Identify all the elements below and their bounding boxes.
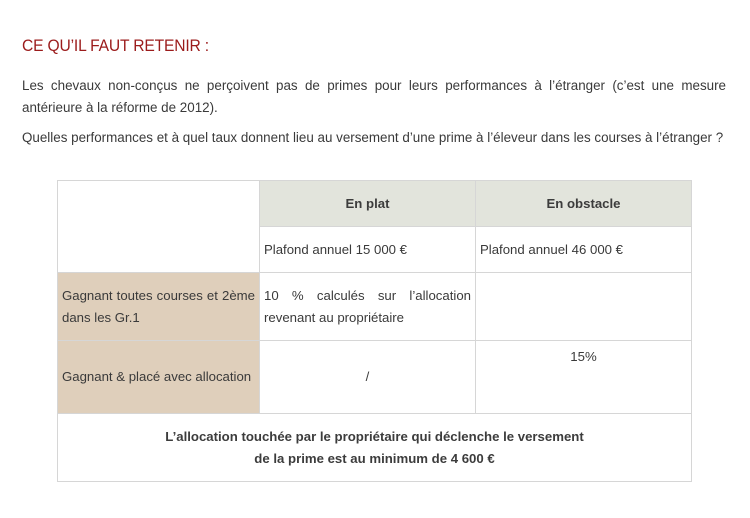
section-heading: CE QU’IL FAUT RETENIR : xyxy=(22,36,209,55)
ceiling-plat-cell: Plafond annuel 15 000 € xyxy=(260,227,476,273)
placed-obstacle-cell: 15% xyxy=(476,341,692,414)
table-footer-note xyxy=(58,414,692,482)
bonus-table xyxy=(57,180,692,482)
row-label-placed: Gagnant & placé avec allocation xyxy=(58,341,260,414)
column-header-obstacle: En obstacle xyxy=(476,181,692,227)
row-label-winner: Gagnant toutes courses et 2ème dans les Gr.1 xyxy=(58,273,260,341)
winner-obstacle-cell xyxy=(476,273,692,341)
footer-line-1: L’allocation touchée par le propriétaire qui déclenche le versement xyxy=(165,428,584,444)
table-footer-row xyxy=(58,414,692,482)
footer-line-2: de la prime est au minimum de 4 600 € xyxy=(254,450,495,466)
column-header-plat: En plat xyxy=(260,181,476,227)
question-paragraph: Quelles performances et à quel taux donnent lieu au versement d’une prime à l’éleveur dans les courses à l’étranger ? xyxy=(22,130,724,145)
placed-plat-cell: / xyxy=(260,341,476,414)
ceiling-obstacle-cell: Plafond annuel 46 000 € xyxy=(476,227,692,273)
winner-plat-cell: 10 % calculés sur l’allocation revenant au propriétaire xyxy=(260,273,476,341)
empty-corner-cell xyxy=(58,181,260,273)
table-row xyxy=(58,341,692,414)
intro-paragraph: Les chevaux non-conçus ne perçoivent pas de primes pour leurs performances à l’étranger (c’est une mesure antérieure à la réforme de 2012). xyxy=(22,78,726,115)
table-row xyxy=(58,273,692,341)
table-header-row xyxy=(58,181,692,227)
